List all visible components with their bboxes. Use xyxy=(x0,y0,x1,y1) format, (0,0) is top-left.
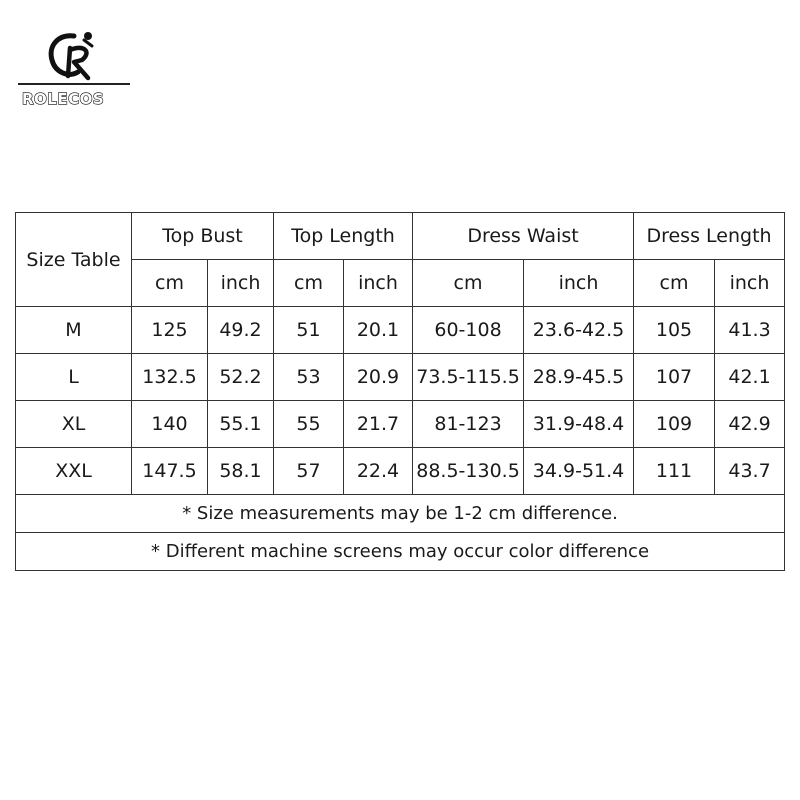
unit-header: inch xyxy=(344,260,413,307)
table-cell: 22.4 xyxy=(344,448,413,495)
size-label: L xyxy=(16,354,132,401)
table-cell: 57 xyxy=(274,448,344,495)
table-cell: 23.6-42.5 xyxy=(524,307,634,354)
table-cell: 51 xyxy=(274,307,344,354)
brand-logo xyxy=(18,28,130,118)
unit-header: cm xyxy=(274,260,344,307)
table-cell: 81-123 xyxy=(413,401,524,448)
unit-header: inch xyxy=(524,260,634,307)
size-table-corner: Size Table xyxy=(16,213,132,307)
unit-header: inch xyxy=(208,260,274,307)
size-table xyxy=(15,212,785,571)
table-row xyxy=(16,448,785,495)
note-color-difference: * Different machine screens may occur color difference xyxy=(16,533,785,571)
table-row xyxy=(16,401,785,448)
unit-header: cm xyxy=(634,260,715,307)
table-cell: 42.1 xyxy=(715,354,785,401)
header-top-length: Top Length xyxy=(274,213,413,260)
header-dress-length: Dress Length xyxy=(634,213,785,260)
table-cell: 111 xyxy=(634,448,715,495)
table-cell: 21.7 xyxy=(344,401,413,448)
table-cell: 55.1 xyxy=(208,401,274,448)
table-cell: 105 xyxy=(634,307,715,354)
size-label: M xyxy=(16,307,132,354)
logo-divider xyxy=(18,83,130,85)
table-cell: 53 xyxy=(274,354,344,401)
header-top-bust: Top Bust xyxy=(132,213,274,260)
table-cell: 52.2 xyxy=(208,354,274,401)
table-row xyxy=(16,354,785,401)
header-dress-waist: Dress Waist xyxy=(413,213,634,260)
unit-header: inch xyxy=(715,260,785,307)
size-label: XXL xyxy=(16,448,132,495)
table-cell: 147.5 xyxy=(132,448,208,495)
table-cell: 20.9 xyxy=(344,354,413,401)
unit-header: cm xyxy=(413,260,524,307)
table-cell: 73.5-115.5 xyxy=(413,354,524,401)
table-cell: 125 xyxy=(132,307,208,354)
table-cell: 42.9 xyxy=(715,401,785,448)
table-cell: 140 xyxy=(132,401,208,448)
table-cell: 109 xyxy=(634,401,715,448)
table-cell: 107 xyxy=(634,354,715,401)
table-cell: 34.9-51.4 xyxy=(524,448,634,495)
note-measurement-difference: * Size measurements may be 1-2 cm difference. xyxy=(16,495,785,533)
table-cell: 31.9-48.4 xyxy=(524,401,634,448)
logo-wordmark: ROLECOS xyxy=(22,90,105,108)
table-cell: 55 xyxy=(274,401,344,448)
table-row xyxy=(16,307,785,354)
size-label: XL xyxy=(16,401,132,448)
table-cell: 88.5-130.5 xyxy=(413,448,524,495)
table-cell: 28.9-45.5 xyxy=(524,354,634,401)
table-cell: 41.3 xyxy=(715,307,785,354)
unit-header: cm xyxy=(132,260,208,307)
table-cell: 43.7 xyxy=(715,448,785,495)
table-cell: 60-108 xyxy=(413,307,524,354)
rolecos-monogram-icon xyxy=(44,28,104,82)
table-cell: 20.1 xyxy=(344,307,413,354)
table-cell: 49.2 xyxy=(208,307,274,354)
table-cell: 132.5 xyxy=(132,354,208,401)
table-cell: 58.1 xyxy=(208,448,274,495)
